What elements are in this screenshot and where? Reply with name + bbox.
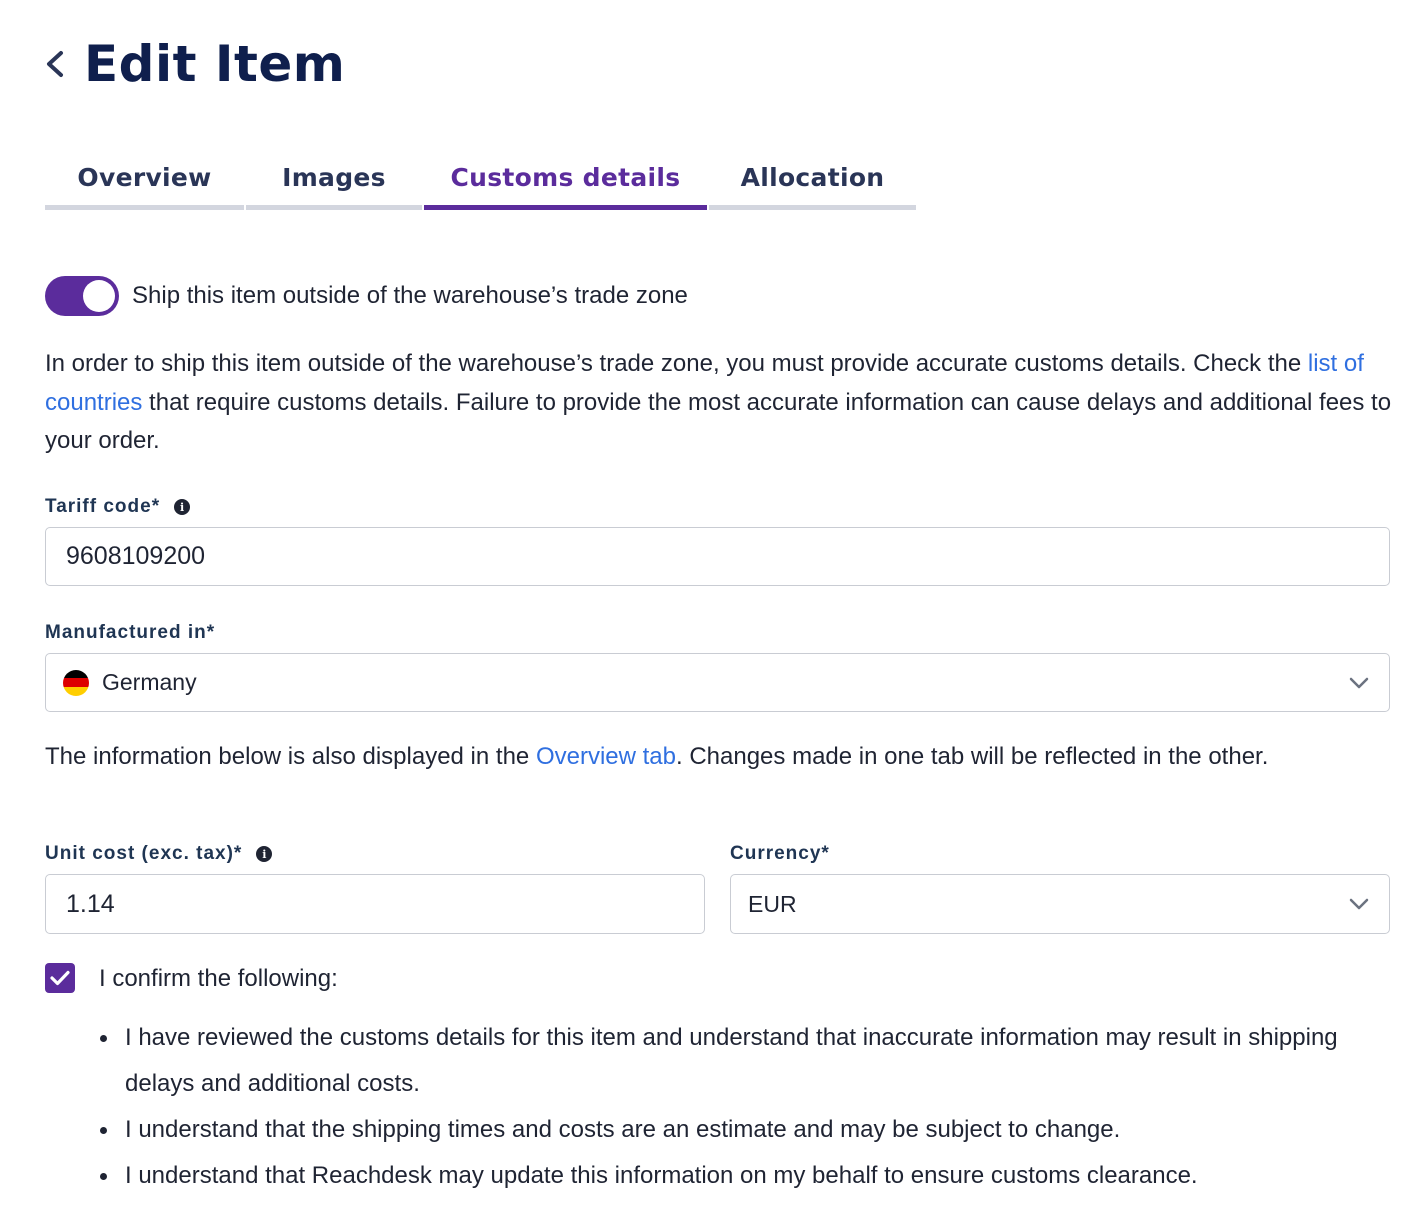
info-icon[interactable]: i	[256, 846, 272, 862]
chevron-down-icon	[1349, 677, 1369, 689]
confirm-label: I confirm the following:	[99, 965, 338, 992]
check-icon	[50, 970, 70, 986]
tariff-code-input[interactable]	[45, 527, 1390, 586]
intro-text-start: In order to ship this item outside of the warehouse’s trade zone, you must provide accurate customs details. Check the	[45, 350, 1308, 377]
toggle-knob	[83, 280, 115, 312]
trade-zone-toggle-row	[45, 276, 688, 316]
manufactured-in-label	[45, 622, 215, 644]
unit-cost-value: 1.14	[66, 889, 115, 918]
list-of-countries-link[interactable]: list of countries	[45, 350, 1364, 416]
manufactured-in-select[interactable]	[45, 653, 1390, 712]
currency-select[interactable]	[730, 874, 1390, 934]
tariff-code-label-text: Tariff code*	[45, 496, 161, 517]
overview-sync-note	[45, 738, 1395, 777]
currency-label	[730, 843, 830, 865]
chevron-down-icon	[1349, 898, 1369, 910]
page-header	[44, 34, 345, 94]
intro-text-end: that require customs details. Failure to provide the most accurate information can cause delays and additional fees to your order.	[45, 388, 1392, 454]
currency-label-text: Currency*	[730, 843, 830, 864]
tab-overview[interactable]: Overview	[45, 150, 244, 210]
tariff-code-label	[45, 496, 190, 518]
customs-intro-text	[45, 345, 1395, 461]
unit-cost-label-text: Unit cost (exc. tax)*	[45, 843, 243, 864]
manufactured-in-label-text: Manufactured in*	[45, 622, 216, 643]
tab-customs-details[interactable]: Customs details	[424, 150, 707, 210]
confirm-list	[100, 1015, 1390, 1199]
note-text-end: . Changes made in one tab will be reflected in the other.	[676, 743, 1269, 770]
tab-allocation[interactable]: Allocation	[709, 150, 916, 210]
list-item: I understand that Reachdesk may update this information on my behalf to ensure customs clearance.	[100, 1153, 1390, 1199]
tariff-code-value: 9608109200	[66, 542, 206, 570]
chevron-left-icon	[44, 47, 66, 81]
info-icon[interactable]: i	[174, 499, 190, 515]
list-item: I have reviewed the customs details for this item and understand that inaccurate information may result in shipping delays and additional costs.	[100, 1015, 1390, 1107]
note-text-start: The information below is also displayed in the	[45, 743, 536, 770]
overview-tab-link[interactable]: Overview tab	[535, 743, 676, 770]
trade-zone-toggle[interactable]	[45, 276, 119, 316]
unit-cost-label	[45, 843, 272, 865]
tab-images[interactable]: Images	[246, 150, 422, 210]
confirm-checkbox[interactable]	[45, 963, 75, 993]
currency-value: EUR	[748, 890, 797, 917]
germany-flag-icon	[63, 670, 89, 696]
manufactured-in-value: Germany	[102, 669, 197, 695]
page-title: Edit Item	[84, 35, 346, 93]
tab-bar	[45, 150, 918, 210]
unit-cost-input[interactable]	[45, 874, 705, 934]
back-button[interactable]	[44, 34, 74, 94]
list-item: I understand that the shipping times and costs are an estimate and may be subject to change.	[100, 1107, 1390, 1153]
toggle-label: Ship this item outside of the warehouse’s trade zone	[132, 282, 688, 309]
